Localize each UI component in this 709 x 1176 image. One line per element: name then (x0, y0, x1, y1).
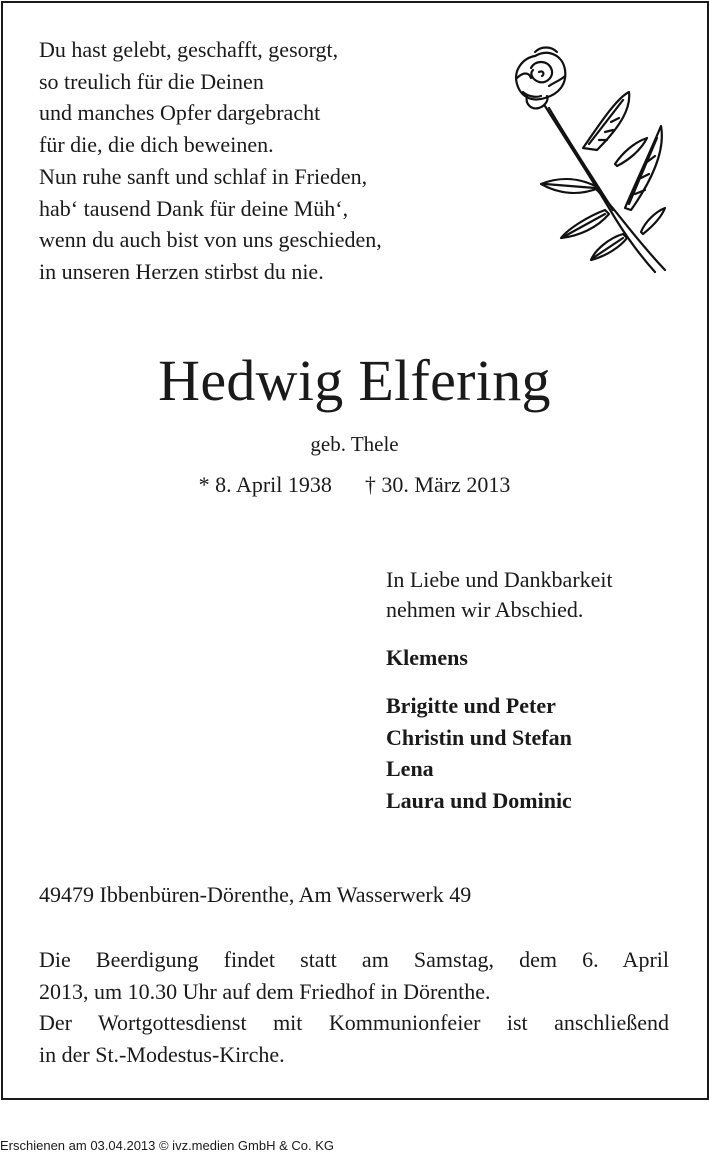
poem-line: hab‘ tausend Dank für deine Müh‘, (39, 195, 349, 221)
poem-line: Du hast gelebt, geschafft, gesorgt, (39, 37, 339, 62)
family-member: Christin und Stefan (386, 724, 572, 750)
family-list (386, 690, 572, 817)
poem-line: wenn du auch bist von uns geschieden, (39, 227, 382, 253)
family-member: Brigitte und Peter (386, 693, 556, 718)
life-dates (0, 472, 709, 498)
poem-line: für die, die dich beweinen. (39, 132, 274, 158)
poem-line: Nun ruhe sanft und schlaf in Frieden, (39, 163, 368, 189)
farewell-line: nehmen wir Abschied. (386, 597, 584, 622)
spouse-name: Klemens (386, 645, 468, 670)
death-date: † 30. März 2013 (364, 472, 511, 497)
address: 49479 Ibbenbüren-Dörenthe, Am Wasserwerk 49 (39, 882, 472, 907)
poem-line: in unseren Herzen stirbst du nie. (39, 258, 324, 284)
birth-name: geb. Thele (310, 432, 399, 456)
farewell-text (386, 565, 613, 625)
poem-line: und manches Opfer dargebracht (39, 100, 321, 126)
funeral-line: in der St.-Modestus-Kirche. (39, 1041, 285, 1067)
funeral-line: 2013, um 10.30 Uhr auf dem Friedhof in Dörenthe. (39, 978, 491, 1004)
funeral-info (39, 944, 669, 1070)
family-member: Laura und Dominic (386, 788, 572, 814)
farewell-line: In Liebe und Dankbarkeit (386, 567, 613, 592)
deceased-name: Hedwig Elfering (158, 348, 551, 413)
publication-footer: Erschienen am 03.04.2013 © ivz.medien GmbH & Co. KG (0, 1138, 335, 1153)
funeral-line: Der Wortgottesdienst mit Kommunionfeier ist anschließend (39, 1010, 669, 1035)
rose-icon (505, 38, 670, 280)
family-member: Lena (386, 756, 434, 782)
poem-line: so treulich für die Deinen (39, 68, 264, 94)
funeral-line: Die Beerdigung findet statt am Samstag, dem 6. April (39, 947, 669, 972)
birth-date: * 8. April 1938 (198, 472, 332, 497)
poem (39, 34, 382, 288)
